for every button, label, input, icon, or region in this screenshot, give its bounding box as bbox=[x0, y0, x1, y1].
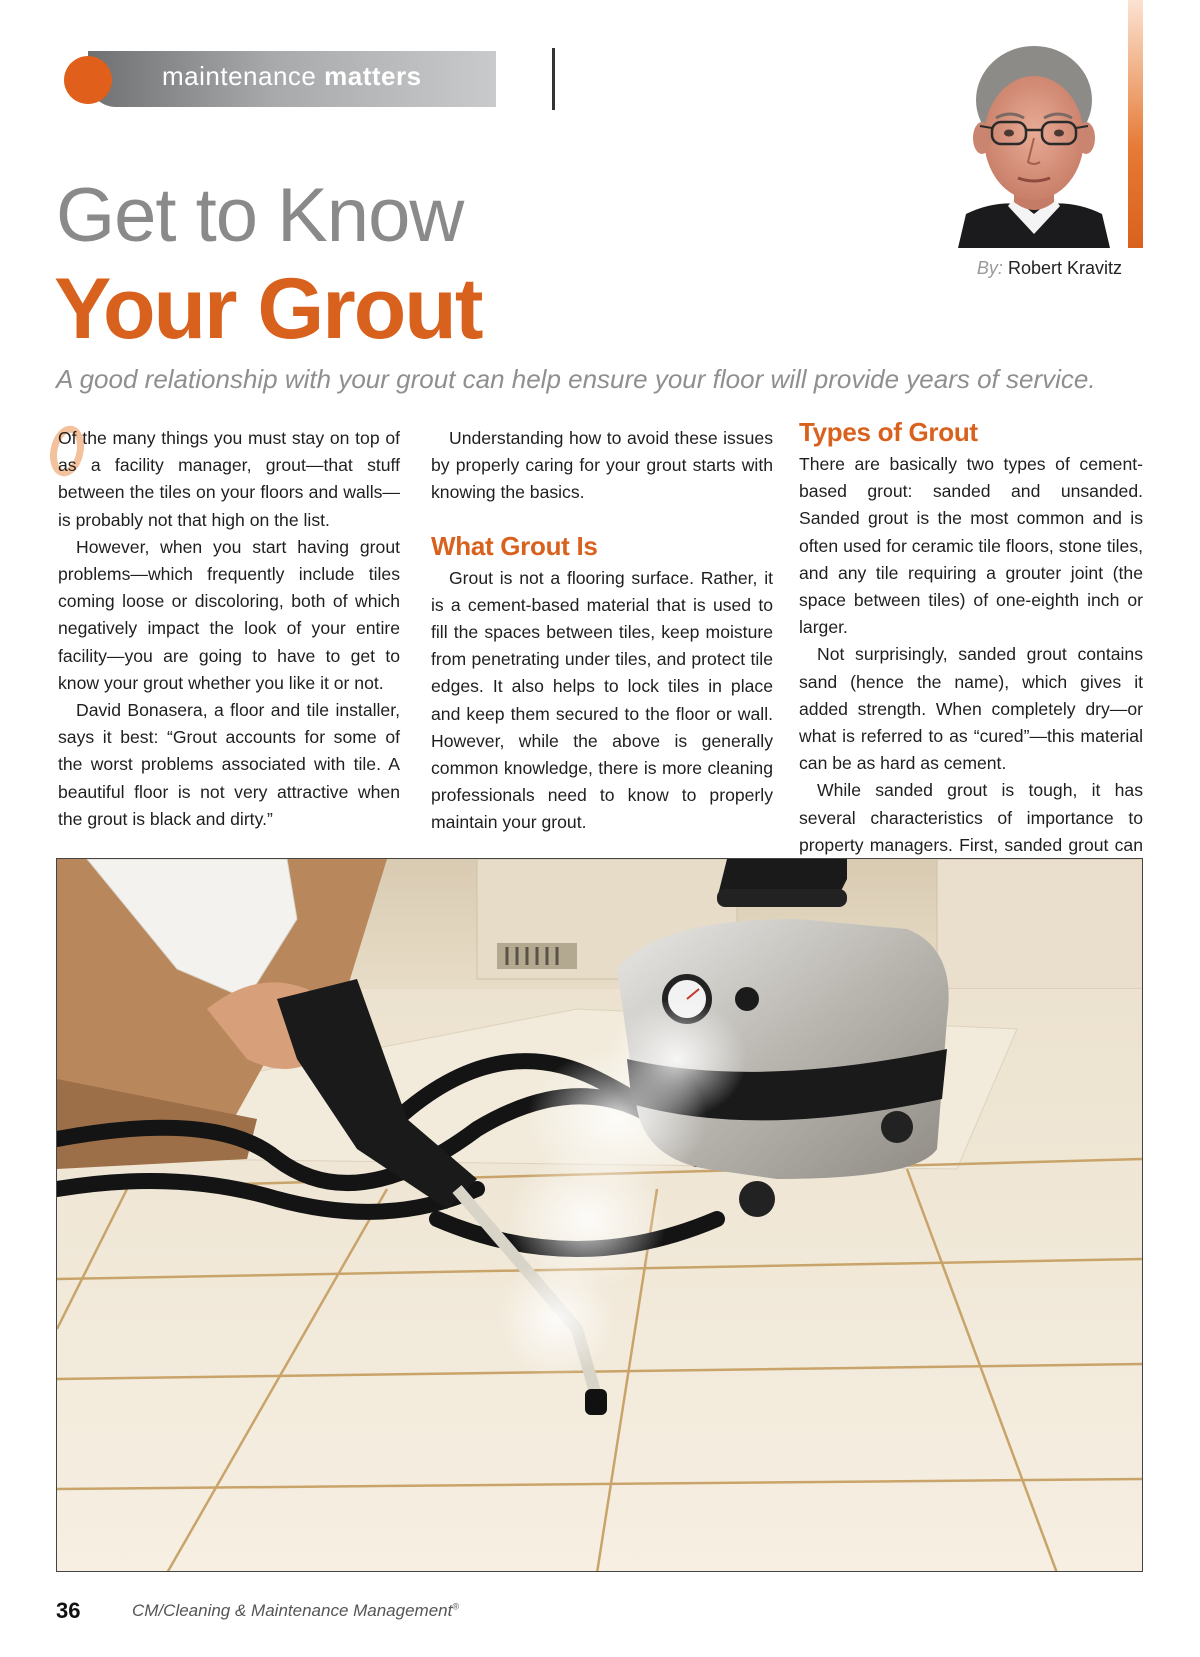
paragraph: Of the many things you must stay on top of as a facility manager, grout—that stuff between the tiles on your floors and walls—is probably not that high on the list. bbox=[58, 428, 400, 530]
article-column-1 bbox=[58, 425, 400, 833]
byline-label: By: bbox=[976, 258, 1003, 278]
section-heading-types-of-grout: Types of Grout bbox=[799, 417, 978, 447]
paragraph: Grout is not a flooring surface. Rather, it is a cement-based material that is used to fill the spaces between tiles, keep moisture from penetrating under tiles, and protect tile edges. It also helps to lock tiles in place and keep them secured to the floor or wall. However, while the above is generally common knowledge, there is more cleaning professionals need to know to properly maintain your grout. bbox=[431, 567, 773, 833]
author-photo bbox=[958, 38, 1110, 248]
section-label-word1: maintenance bbox=[162, 61, 317, 91]
headline-line2: Your Grout bbox=[54, 261, 482, 357]
section-heading-what-grout-is: What Grout Is bbox=[431, 530, 598, 561]
author-portrait-image bbox=[958, 38, 1110, 248]
paragraph: However, when you start having grout problems—which frequently include tiles coming loose or discoloring, both of which negatively impact the look of your entire facility—you are going to have to get to know your grout whether you like it or not. bbox=[58, 536, 400, 693]
author-name: Robert Kravitz bbox=[1007, 258, 1122, 278]
banner-dot bbox=[64, 56, 112, 104]
paragraph: There are basically two types of cement-based grout: sanded and unsanded. Sanded grout is the most common and is often used for ceramic tile floors, stone tiles, and any tile requiring a grouter joint (the space between tiles) of one-eighth inch or larger. bbox=[799, 454, 1143, 638]
steam-cleaning-tile-image bbox=[57, 859, 1143, 1572]
page-number: 36 bbox=[56, 1598, 81, 1623]
article-column-3 bbox=[799, 417, 1143, 886]
publication-name bbox=[132, 1601, 459, 1621]
accent-vertical-rule bbox=[1128, 0, 1143, 248]
paragraph: David Bonasera, a floor and tile installer, says it best: “Grout accounts for some of the worst problems associated with tile. A beautiful floor is not very attractive when the grout is black and dirty.” bbox=[58, 700, 400, 829]
author-byline bbox=[977, 258, 1122, 279]
publication-title: CM/Cleaning & Maintenance Management bbox=[132, 1601, 453, 1620]
paragraph: Not surprisingly, sanded grout contains sand (hence the name), which gives it added strength. When completely dry—or what is referred to as “cured”—this material can be as hard as cement. bbox=[799, 644, 1143, 774]
steam-cleaner-photo bbox=[56, 858, 1143, 1572]
registered-mark: ® bbox=[452, 1601, 459, 1612]
article-deck: A good relationship with your grout can help ensure your floor will provide years of service. bbox=[56, 364, 1096, 394]
section-banner bbox=[58, 48, 498, 110]
section-label-word2: matters bbox=[324, 61, 422, 91]
paragraph: While sanded grout is tough, it has several characteristics of importance to property managers. First, sanded grout can bbox=[799, 780, 1143, 855]
banner-divider bbox=[552, 48, 555, 110]
headline-line1: Get to Know bbox=[56, 173, 464, 258]
article-column-2 bbox=[431, 425, 773, 837]
section-label bbox=[162, 61, 422, 92]
paragraph: Understanding how to avoid these issues by properly caring for your grout starts with knowing the basics. bbox=[431, 428, 773, 503]
